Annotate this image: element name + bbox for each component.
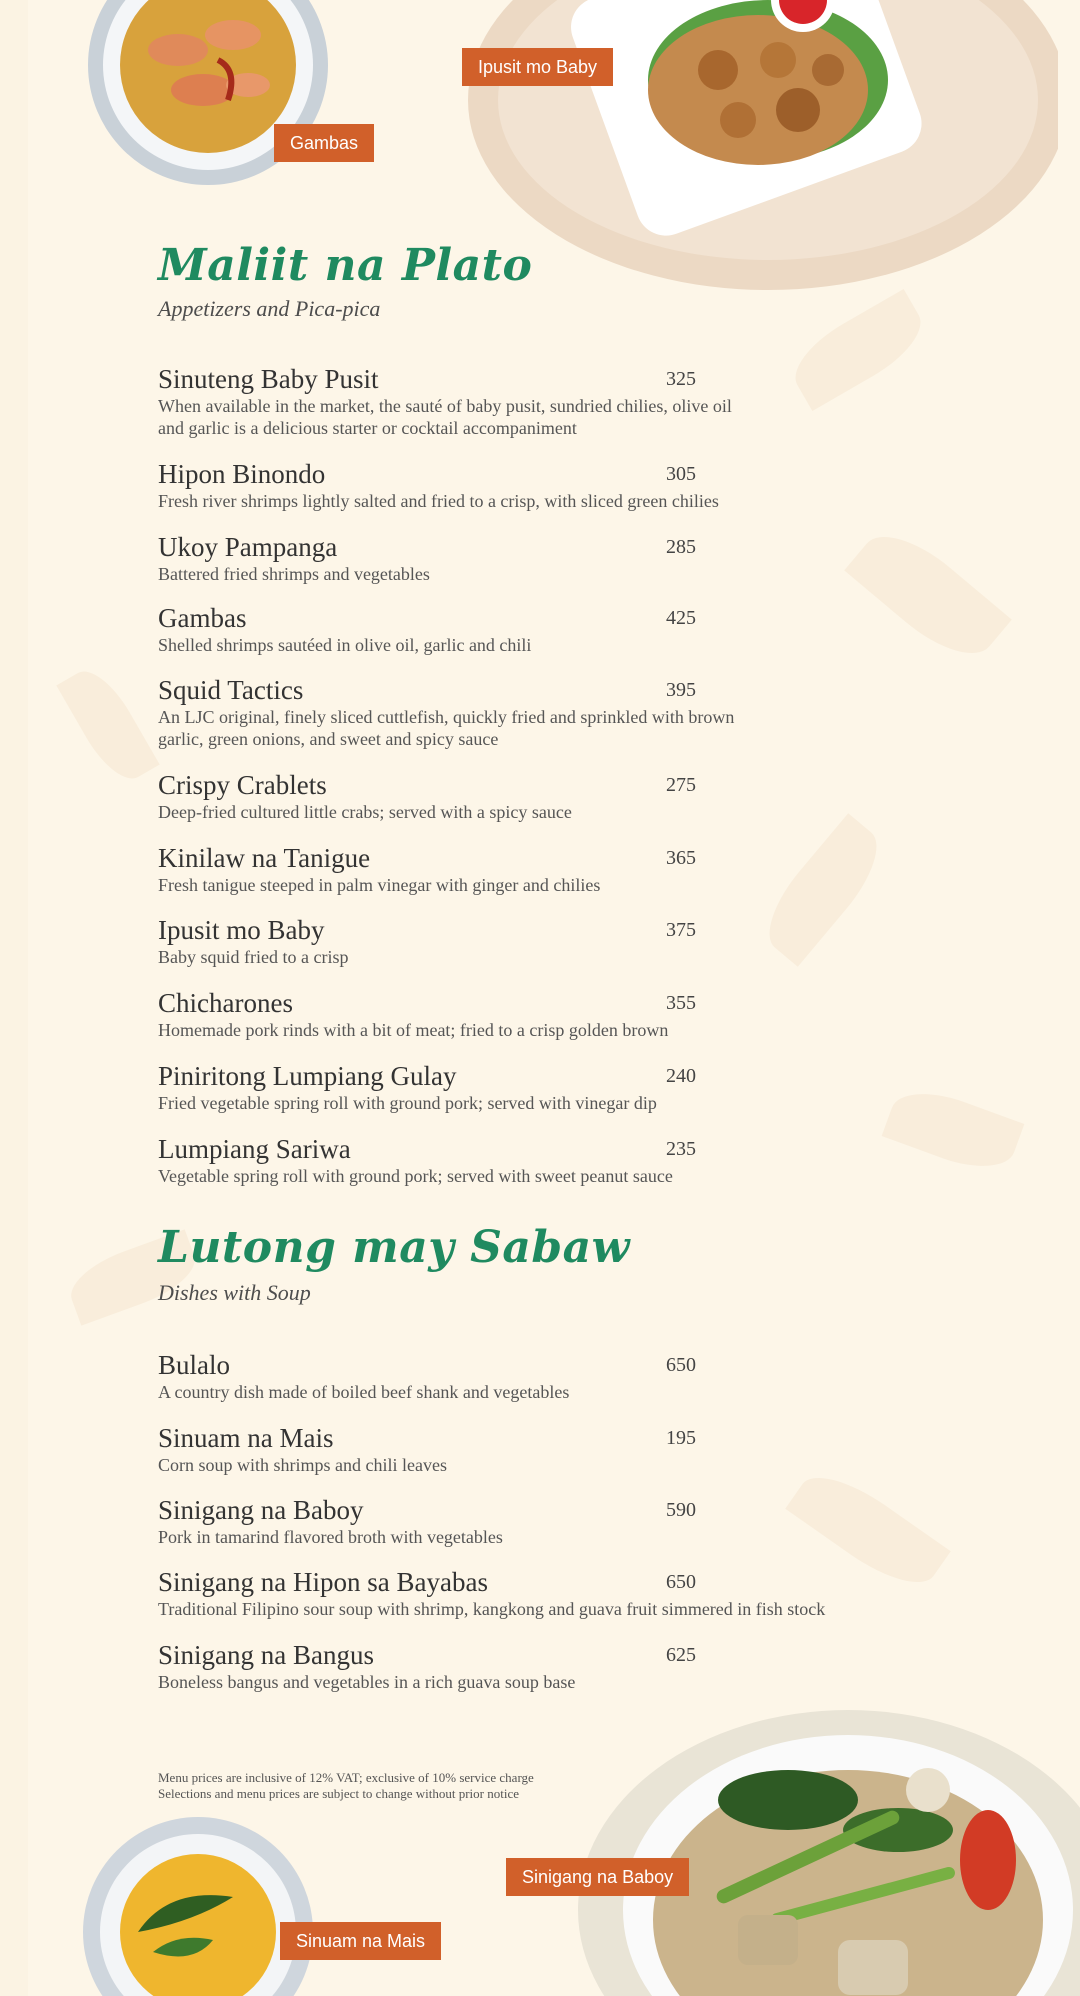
menu-item	[158, 770, 918, 823]
item-name: Sinuteng Baby Pusit	[158, 364, 379, 394]
item-description: Boneless bangus and vegetables in a rich guava soup base	[158, 1672, 576, 1692]
menu-item	[158, 1640, 918, 1693]
item-description: Battered fried shrimps and vegetables	[158, 564, 430, 584]
item-description: Shelled shrimps sautéed in olive oil, garlic and chili	[158, 635, 532, 655]
item-price: 275	[666, 774, 696, 796]
section-title-appetizers: Maliit na Plato	[158, 240, 533, 291]
item-name: Lumpiang Sariwa	[158, 1134, 351, 1164]
item-price: 650	[666, 1354, 696, 1376]
item-name: Kinilaw na Tanigue	[158, 843, 371, 873]
section-subtitle-appetizers: Appetizers and Pica-pica	[158, 296, 381, 321]
item-name: Hipon Binondo	[158, 459, 326, 489]
item-name: Sinuam na Mais	[158, 1423, 334, 1453]
item-name: Sinigang na Hipon sa Bayabas	[158, 1567, 488, 1597]
item-description: Vegetable spring roll with ground pork; served with sweet peanut sauce	[158, 1166, 673, 1186]
item-description: An LJC original, finely sliced cuttlefish, quickly fried and sprinkled with brown garlic, green onions, and sweet and spicy sauce	[158, 707, 735, 749]
menu-item	[158, 988, 918, 1041]
item-name: Bulalo	[158, 1350, 230, 1380]
sinigang-photo-tag: Sinigang na Baboy	[506, 1858, 689, 1896]
menu-item	[158, 1350, 918, 1403]
item-description: Fried vegetable spring roll with ground pork; served with vinegar dip	[158, 1093, 657, 1113]
item-price: 285	[666, 536, 696, 558]
item-price: 425	[666, 607, 696, 629]
sinuam-photo-tag: Sinuam na Mais	[280, 1922, 441, 1960]
item-description: When available in the market, the sauté of baby pusit, sundried chilies, olive oil and garlic is a delicious starter or cocktail accompaniment	[158, 396, 732, 438]
menu-item	[158, 459, 918, 512]
item-price: 235	[666, 1138, 696, 1160]
item-price: 375	[666, 919, 696, 941]
menu-item	[158, 603, 918, 656]
menu-page	[28, 0, 1080, 1996]
item-name: Sinigang na Baboy	[158, 1495, 364, 1525]
sinigang-photo	[548, 1700, 1080, 1996]
item-description: Homemade pork rinds with a bit of meat; fried to a crisp golden brown	[158, 1020, 669, 1040]
ipusit-photo-tag: Ipusit mo Baby	[462, 48, 613, 86]
item-price: 395	[666, 679, 696, 701]
item-price: 625	[666, 1644, 696, 1666]
item-name: Crispy Crablets	[158, 770, 327, 800]
menu-item	[158, 364, 918, 439]
item-name: Chicharones	[158, 988, 293, 1018]
item-price: 650	[666, 1571, 696, 1593]
sinuam-photo	[78, 1812, 318, 1996]
section-title-soups: Lutong may Sabaw	[158, 1222, 631, 1273]
menu-item	[158, 1423, 918, 1476]
gambas-photo-tag: Gambas	[274, 124, 374, 162]
item-name: Squid Tactics	[158, 675, 304, 705]
menu-item	[158, 915, 918, 968]
item-name: Ukoy Pampanga	[158, 532, 338, 562]
footnote-vat: Menu prices are inclusive of 12% VAT; exclusive of 10% service charge	[158, 1770, 534, 1785]
item-description: Fresh river shrimps lightly salted and fried to a crisp, with sliced green chilies	[158, 491, 719, 511]
pattern-leaf	[56, 661, 159, 790]
item-price: 195	[666, 1427, 696, 1449]
item-price: 325	[666, 368, 696, 390]
item-description: Fresh tanigue steeped in palm vinegar with ginger and chilies	[158, 875, 601, 895]
item-price: 305	[666, 463, 696, 485]
item-description: Deep-fried cultured little crabs; served with a spicy sauce	[158, 802, 572, 822]
item-name: Sinigang na Bangus	[158, 1640, 374, 1670]
menu-item	[158, 532, 918, 585]
menu-item	[158, 1495, 918, 1548]
menu-item	[158, 1567, 918, 1620]
item-price: 240	[666, 1065, 696, 1087]
item-name: Piniritong Lumpiang Gulay	[158, 1061, 457, 1091]
item-description: A country dish made of boiled beef shank and vegetables	[158, 1382, 570, 1402]
section-subtitle-soups: Dishes with Soup	[158, 1280, 311, 1305]
footnote	[158, 1770, 534, 1802]
item-price: 365	[666, 847, 696, 869]
item-description: Baby squid fried to a crisp	[158, 947, 349, 967]
item-price: 590	[666, 1499, 696, 1521]
item-description: Pork in tamarind flavored broth with vegetables	[158, 1527, 503, 1547]
item-name: Gambas	[158, 603, 247, 633]
menu-item	[158, 843, 918, 896]
menu-item	[158, 1134, 918, 1187]
item-description: Corn soup with shrimps and chili leaves	[158, 1455, 447, 1475]
footnote-disclaimer: Selections and menu prices are subject to change without prior notice	[158, 1786, 519, 1801]
menu-item	[158, 675, 918, 750]
menu-item	[158, 1061, 918, 1114]
item-name: Ipusit mo Baby	[158, 915, 325, 945]
item-description: Traditional Filipino sour soup with shrimp, kangkong and guava fruit simmered in fish stock	[158, 1599, 826, 1619]
item-price: 355	[666, 992, 696, 1014]
